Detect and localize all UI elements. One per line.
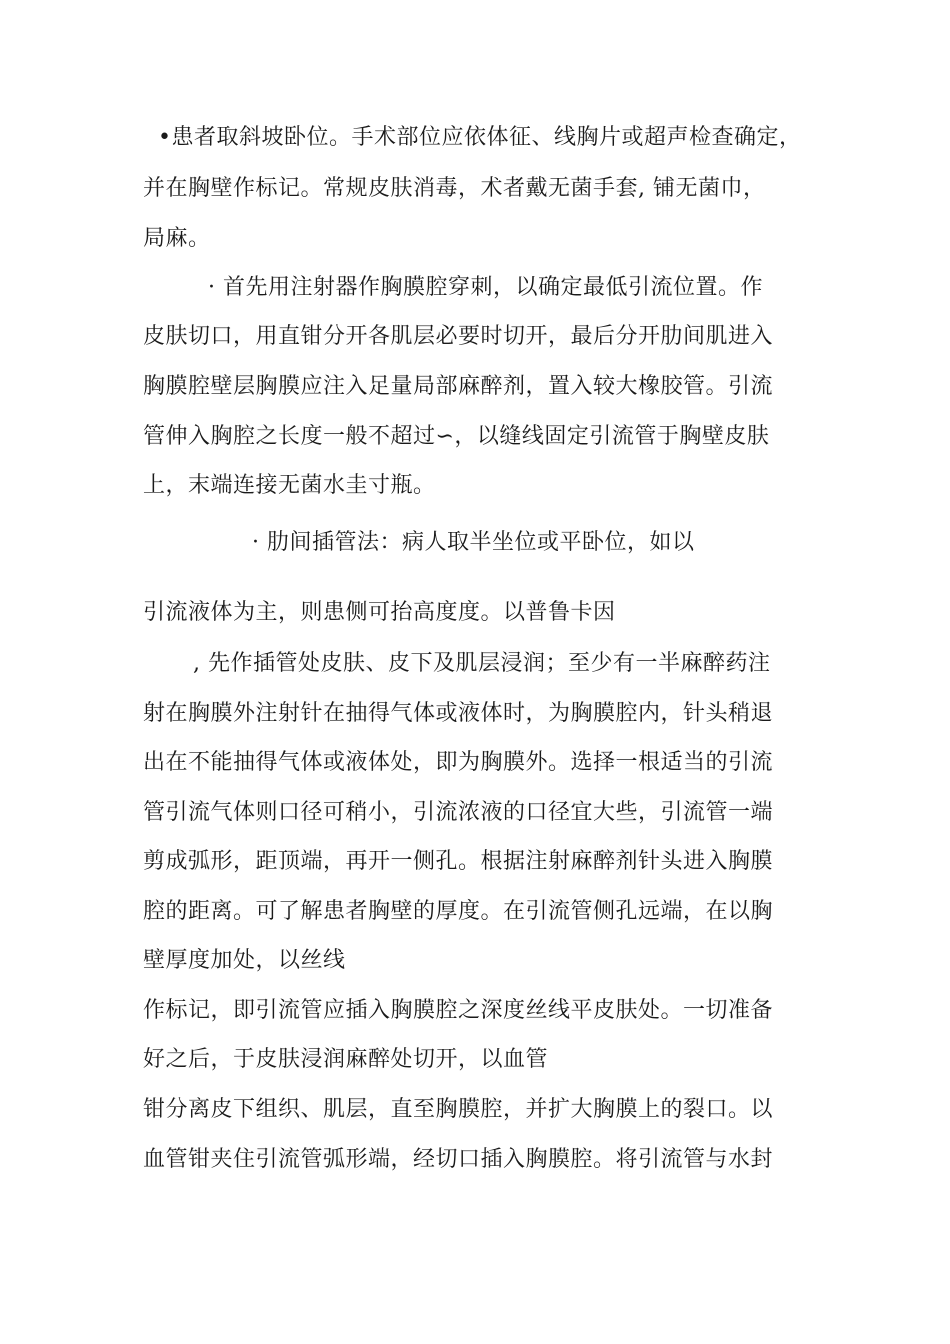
text-line-20: 钳分离皮下组织、肌层，直至胸膜腔，并扩大胸膜上的裂口。以: [143, 1097, 774, 1122]
text-line-13: 出在不能抽得气体或液体处，即为胸膜外。选择一根适当的引流: [143, 750, 774, 775]
text-line-6: 胸膜腔壁层胸膜应注入足量局部麻醉剂，置入较大橡胶管。引流: [143, 374, 774, 399]
text-line-16: 腔的距离。可了解患者胸壁的厚度。在引流管侧孔远端，在以胸: [143, 899, 774, 924]
text-line-17: 壁厚度加处，以丝线: [143, 948, 346, 973]
text-line-12: 射在胸膜外注射针在抽得气体或液体时，为胸膜腔内，针头稍退: [143, 701, 774, 726]
text-line-18: 作标记，即引流管应插入胸膜腔之深度丝线平皮肤处。一切准备: [143, 998, 774, 1023]
text-line-19: 好之后，于皮肤浸润麻醉处切开，以血管: [143, 1047, 549, 1072]
text-line-10: 引流液体为主，则患侧可抬高度度。以普鲁卡因: [143, 600, 616, 625]
text-line-1: •患者取斜坡卧位。手术部位应依体征、线胸片或超声检查确定，: [158, 125, 802, 150]
text-line-14: 管引流气体则口径可稍小，引流浓液的口径宜大些，引流管一端: [143, 800, 774, 825]
text-line-5: 皮肤切口，用直钳分开各肌层必要时切开，最后分开肋间肌进入: [143, 324, 774, 349]
text-line-3: 局麻。: [143, 226, 211, 251]
text-line-7: 管伸入胸腔之长度一般不超过∽，以缝线固定引流管于胸壁皮肤: [143, 424, 770, 449]
text-line-11: , 先作插管处皮肤、皮下及肌层浸润；至少有一半麻醉药注: [193, 651, 771, 676]
text-line-9: · 肋间插管法：病人取半坐位或平卧位，如以: [252, 530, 695, 555]
text-line-2: 并在胸壁作标记。常规皮肤消毒，术者戴无菌手套, 铺无菌巾，: [143, 176, 766, 201]
text-line-4: · 首先用注射器作胸膜腔穿刺，以确定最低引流位置。作: [208, 275, 763, 300]
text-line-8: 上，末端连接无菌水圭寸瓶。: [143, 473, 436, 498]
text-line-15: 剪成弧形，距顶端，再开一侧孔。根据注射麻醉剂针头进入胸膜: [143, 849, 774, 874]
text-line-21: 血管钳夹住引流管弧形端，经切口插入胸膜腔。将引流管与水封: [143, 1147, 774, 1172]
